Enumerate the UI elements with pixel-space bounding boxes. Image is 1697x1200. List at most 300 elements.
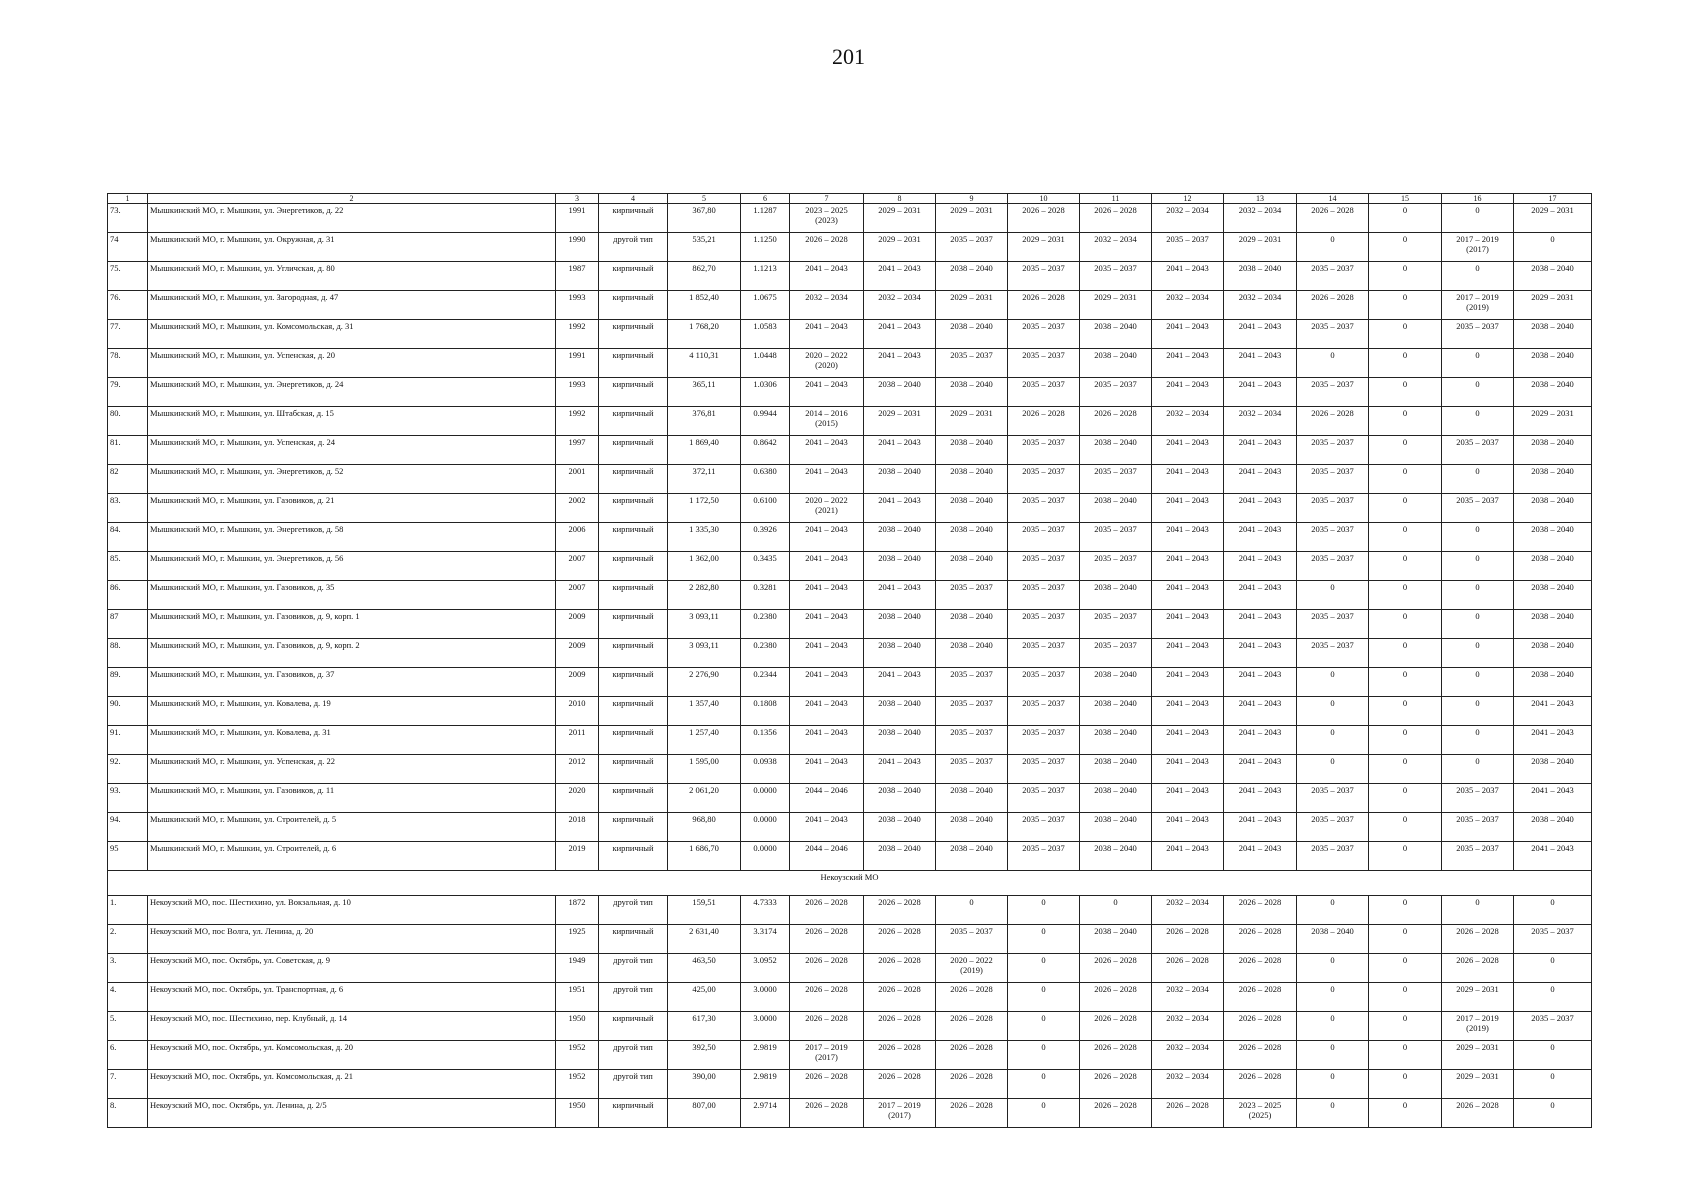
table-cell: 1951 — [556, 983, 599, 1012]
table-cell: 2038 – 2040 — [1514, 552, 1592, 581]
table-cell: 89. — [108, 668, 148, 697]
table-cell: 0.3435 — [741, 552, 790, 581]
address-cell: Мышкинский МО, г. Мышкин, ул. Штабская, д. 15 — [148, 407, 556, 436]
table-cell: 2041 – 2043 — [1152, 349, 1224, 378]
table-cell: 2026 – 2028 — [790, 925, 864, 954]
table-row — [108, 262, 1592, 291]
table-cell: 2026 – 2028 — [936, 1012, 1008, 1041]
table-cell: 2026 – 2028 — [1442, 1099, 1514, 1128]
table-cell: 2023 – 2025 (2025) — [1224, 1099, 1297, 1128]
table-cell: 2035 – 2037 — [1297, 813, 1369, 842]
table-cell: 0.0000 — [741, 813, 790, 842]
table-cell: 1. — [108, 896, 148, 925]
table-cell: 3.0952 — [741, 954, 790, 983]
table-cell: 2041 – 2043 — [1224, 581, 1297, 610]
table-cell: 2038 – 2040 — [1080, 697, 1152, 726]
table-cell: 2035 – 2037 — [936, 925, 1008, 954]
table-cell: 2035 – 2037 — [936, 697, 1008, 726]
table-cell: 2019 — [556, 842, 599, 871]
table-cell: 2 061,20 — [668, 784, 741, 813]
table-cell: 94. — [108, 813, 148, 842]
table-cell: 0 — [1008, 896, 1080, 925]
table-cell: 3. — [108, 954, 148, 983]
address-cell: Некоузский МО, пос. Октябрь, ул. Советская, д. 9 — [148, 954, 556, 983]
table-cell: 91. — [108, 726, 148, 755]
address-cell: Некоузский МО, пос. Шестихино, пер. Клубный, д. 14 — [148, 1012, 556, 1041]
table-cell: 2017 – 2019 (2017) — [790, 1041, 864, 1070]
table-cell: 2044 – 2046 — [790, 784, 864, 813]
table-cell: 4.7333 — [741, 896, 790, 925]
table-cell: 2038 – 2040 — [1514, 755, 1592, 784]
table-cell: 2038 – 2040 — [1080, 349, 1152, 378]
table-cell: 1 869,40 — [668, 436, 741, 465]
table-cell: кирпичный — [599, 813, 668, 842]
table-cell: 2041 – 2043 — [1514, 784, 1592, 813]
table-cell: 2041 – 2043 — [1224, 813, 1297, 842]
table-cell: 2035 – 2037 — [1297, 610, 1369, 639]
table-cell: 1950 — [556, 1099, 599, 1128]
address-cell: Мышкинский МО, г. Мышкин, ул. Успенская, д. 24 — [148, 436, 556, 465]
table-row — [108, 1012, 1592, 1041]
table-cell: кирпичный — [599, 349, 668, 378]
table-cell: 0 — [1297, 1070, 1369, 1099]
table-cell: 2035 – 2037 — [1008, 668, 1080, 697]
table-cell: 2038 – 2040 — [1514, 494, 1592, 523]
table-cell: 2041 – 2043 — [1152, 668, 1224, 697]
table-cell: другой тип — [599, 1041, 668, 1070]
table-cell: 1 357,40 — [668, 697, 741, 726]
table-cell: 2029 – 2031 — [864, 204, 936, 233]
table-cell: 0 — [1369, 291, 1442, 320]
table-cell: 73. — [108, 204, 148, 233]
table-cell: 2032 – 2034 — [864, 291, 936, 320]
table-cell: 2018 — [556, 813, 599, 842]
column-number-header: 9 — [936, 194, 1008, 204]
table-cell: 5. — [108, 1012, 148, 1041]
table-cell: 2041 – 2043 — [864, 668, 936, 697]
table-cell: 2041 – 2043 — [864, 320, 936, 349]
table-cell: 1992 — [556, 407, 599, 436]
table-cell: 1993 — [556, 378, 599, 407]
table-cell: 92. — [108, 755, 148, 784]
address-cell: Некоузский МО, пос. Октябрь, ул. Ленина, д. 2/5 — [148, 1099, 556, 1128]
table-cell: 2026 – 2028 — [1442, 925, 1514, 954]
table-cell: 80. — [108, 407, 148, 436]
table-cell: 0.1356 — [741, 726, 790, 755]
table-cell: 2035 – 2037 — [1008, 436, 1080, 465]
table-cell: 0 — [1442, 726, 1514, 755]
table-cell: кирпичный — [599, 291, 668, 320]
table-cell: 2041 – 2043 — [1224, 552, 1297, 581]
table-cell: 1 595,00 — [668, 755, 741, 784]
table-cell: 2035 – 2037 — [1008, 842, 1080, 871]
table-cell: 2011 — [556, 726, 599, 755]
table-cell: 2038 – 2040 — [1080, 320, 1152, 349]
table-cell: 0.0000 — [741, 842, 790, 871]
table-cell: 2035 – 2037 — [1008, 784, 1080, 813]
table-cell: 2035 – 2037 — [1297, 465, 1369, 494]
table-cell: 3 093,11 — [668, 610, 741, 639]
table-row — [108, 523, 1592, 552]
table-cell: 2038 – 2040 — [936, 465, 1008, 494]
table-cell: 0 — [1297, 1099, 1369, 1128]
address-cell: Мышкинский МО, г. Мышкин, ул. Газовиков, д. 9, корп. 2 — [148, 639, 556, 668]
table-cell: 2026 – 2028 — [1008, 407, 1080, 436]
table-cell: 2041 – 2043 — [1224, 726, 1297, 755]
column-number-header: 17 — [1514, 194, 1592, 204]
table-cell: 2041 – 2043 — [1514, 842, 1592, 871]
table-cell: 2035 – 2037 — [1008, 262, 1080, 291]
table-cell: 0 — [1297, 1041, 1369, 1070]
table-cell: 2026 – 2028 — [1008, 291, 1080, 320]
table-cell: 2035 – 2037 — [936, 668, 1008, 697]
table-cell: 0 — [1297, 581, 1369, 610]
table-cell: 0 — [1442, 639, 1514, 668]
table-row — [108, 407, 1592, 436]
table-cell: 2032 – 2034 — [1152, 983, 1224, 1012]
table-cell: 0.2380 — [741, 639, 790, 668]
table-cell: 2035 – 2037 — [1297, 436, 1369, 465]
table-cell: 2038 – 2040 — [1224, 262, 1297, 291]
table-cell: кирпичный — [599, 552, 668, 581]
table-cell: 2041 – 2043 — [1224, 668, 1297, 697]
table-cell: 2026 – 2028 — [790, 954, 864, 983]
table-row — [108, 813, 1592, 842]
table-cell: 2029 – 2031 — [1442, 983, 1514, 1012]
table-cell: 2041 – 2043 — [1224, 610, 1297, 639]
table-cell: 2038 – 2040 — [936, 320, 1008, 349]
table-cell: 159,51 — [668, 896, 741, 925]
address-cell: Мышкинский МО, г. Мышкин, ул. Успенская, д. 20 — [148, 349, 556, 378]
column-number-header: 7 — [790, 194, 864, 204]
table-cell: 2035 – 2037 — [1008, 378, 1080, 407]
table-cell: 2035 – 2037 — [1297, 320, 1369, 349]
table-cell: 0 — [1297, 896, 1369, 925]
table-row — [108, 842, 1592, 871]
table-cell: 0 — [1008, 954, 1080, 983]
table-cell: кирпичный — [599, 1099, 668, 1128]
table-cell: 2038 – 2040 — [936, 639, 1008, 668]
table-cell: 2017 – 2019 (2019) — [1442, 291, 1514, 320]
table-cell: 0 — [1369, 1099, 1442, 1128]
table-cell: 2035 – 2037 — [1297, 639, 1369, 668]
table-cell: 0 — [1369, 1012, 1442, 1041]
table-cell: 2038 – 2040 — [864, 639, 936, 668]
table-cell: 2038 – 2040 — [936, 523, 1008, 552]
table-cell: 0 — [1369, 523, 1442, 552]
table-cell: 2038 – 2040 — [864, 552, 936, 581]
table-cell: 2041 – 2043 — [864, 755, 936, 784]
table-cell: 2041 – 2043 — [864, 494, 936, 523]
table-cell: 2029 – 2031 — [1080, 291, 1152, 320]
table-cell: кирпичный — [599, 581, 668, 610]
table-cell: 2038 – 2040 — [1080, 925, 1152, 954]
table-row — [108, 465, 1592, 494]
table-cell: 2041 – 2043 — [790, 320, 864, 349]
table-cell: 2026 – 2028 — [790, 1070, 864, 1099]
table-cell: кирпичный — [599, 668, 668, 697]
table-cell: 0 — [1514, 954, 1592, 983]
table-cell: 2035 – 2037 — [1008, 813, 1080, 842]
table-cell: кирпичный — [599, 726, 668, 755]
table-cell: 0 — [1442, 378, 1514, 407]
table-cell: 2038 – 2040 — [1514, 668, 1592, 697]
table-cell: 77. — [108, 320, 148, 349]
address-cell: Мышкинский МО, г. Мышкин, ул. Газовиков, д. 35 — [148, 581, 556, 610]
table-cell: 2026 – 2028 — [1080, 1041, 1152, 1070]
table-cell: 2032 – 2034 — [1080, 233, 1152, 262]
table-cell: 0 — [1008, 1070, 1080, 1099]
table-cell: 0 — [1369, 639, 1442, 668]
table-cell: 1.0583 — [741, 320, 790, 349]
table-cell: 2026 – 2028 — [1080, 1099, 1152, 1128]
table-cell: 2038 – 2040 — [864, 523, 936, 552]
table-cell: 83. — [108, 494, 148, 523]
table-cell: 1.1287 — [741, 204, 790, 233]
table-cell: 2026 – 2028 — [1152, 954, 1224, 983]
table-cell: 968,80 — [668, 813, 741, 842]
table-cell: 0 — [1442, 204, 1514, 233]
table-cell: 2026 – 2028 — [790, 1099, 864, 1128]
table-cell: 88. — [108, 639, 148, 668]
table-row — [108, 925, 1592, 954]
table-cell: 2029 – 2031 — [1008, 233, 1080, 262]
table-row — [108, 639, 1592, 668]
table-cell: 2041 – 2043 — [1224, 349, 1297, 378]
table-cell: 93. — [108, 784, 148, 813]
table-cell: 2038 – 2040 — [864, 465, 936, 494]
table-cell: 0 — [1369, 552, 1442, 581]
table-row — [108, 668, 1592, 697]
table-cell: 4. — [108, 983, 148, 1012]
table-cell: 2026 – 2028 — [936, 1099, 1008, 1128]
column-number-header: 12 — [1152, 194, 1224, 204]
table-cell: 372,11 — [668, 465, 741, 494]
table-cell: 2041 – 2043 — [1152, 552, 1224, 581]
table-cell: 2038 – 2040 — [1514, 262, 1592, 291]
table-cell: 0.6100 — [741, 494, 790, 523]
table-cell: 1 257,40 — [668, 726, 741, 755]
section-heading-row — [108, 871, 1592, 896]
table-cell: 0.3281 — [741, 581, 790, 610]
table-cell: 2009 — [556, 668, 599, 697]
address-cell: Мышкинский МО, г. Мышкин, ул. Газовиков, д. 9, корп. 1 — [148, 610, 556, 639]
table-cell: 0 — [936, 896, 1008, 925]
table-cell: 0 — [1008, 1099, 1080, 1128]
table-cell: кирпичный — [599, 494, 668, 523]
table-cell: 2038 – 2040 — [864, 378, 936, 407]
table-cell: 1 362,00 — [668, 552, 741, 581]
table-cell: 2035 – 2037 — [936, 233, 1008, 262]
table-cell: 2026 – 2028 — [936, 1041, 1008, 1070]
table-cell: 2020 – 2022 (2020) — [790, 349, 864, 378]
table-cell: 3 093,11 — [668, 639, 741, 668]
table-cell: 2035 – 2037 — [1297, 523, 1369, 552]
table-cell: 2041 – 2043 — [1152, 436, 1224, 465]
table-cell: 2035 – 2037 — [1008, 465, 1080, 494]
table-cell: 2023 – 2025 (2023) — [790, 204, 864, 233]
table-cell: 1952 — [556, 1041, 599, 1070]
table-row — [108, 204, 1592, 233]
table-cell: 2032 – 2034 — [1152, 407, 1224, 436]
table-cell: 2041 – 2043 — [1224, 436, 1297, 465]
table-cell: 2038 – 2040 — [1514, 378, 1592, 407]
table-cell: 0 — [1008, 1041, 1080, 1070]
table-cell: 2035 – 2037 — [1297, 552, 1369, 581]
address-cell: Некоузский МО, пос Волга, ул. Ленина, д. 20 — [148, 925, 556, 954]
table-cell: 2032 – 2034 — [1152, 291, 1224, 320]
table-cell: 2029 – 2031 — [1514, 291, 1592, 320]
table-cell: 2029 – 2031 — [864, 407, 936, 436]
column-number-header: 5 — [668, 194, 741, 204]
table-cell: 2038 – 2040 — [864, 610, 936, 639]
table-cell: 2041 – 2043 — [1224, 494, 1297, 523]
table-cell: 2026 – 2028 — [1224, 896, 1297, 925]
table-cell: 74 — [108, 233, 148, 262]
table-cell: 2026 – 2028 — [1080, 954, 1152, 983]
column-number-header: 11 — [1080, 194, 1152, 204]
table-cell: 2035 – 2037 — [1442, 494, 1514, 523]
table-cell: 1950 — [556, 1012, 599, 1041]
table-cell: 2038 – 2040 — [1080, 436, 1152, 465]
table-cell: 2 282,80 — [668, 581, 741, 610]
table-cell: 0 — [1514, 983, 1592, 1012]
table-cell: 2041 – 2043 — [1152, 494, 1224, 523]
table-cell: 2026 – 2028 — [1224, 1041, 1297, 1070]
table-cell: 8. — [108, 1099, 148, 1128]
table-cell: 2032 – 2034 — [790, 291, 864, 320]
table-row — [108, 552, 1592, 581]
table-cell: 0 — [1369, 697, 1442, 726]
table-cell: кирпичный — [599, 407, 668, 436]
table-cell: 2041 – 2043 — [790, 378, 864, 407]
table-row — [108, 581, 1592, 610]
table-cell: 2038 – 2040 — [936, 378, 1008, 407]
table-cell: 0 — [1369, 1041, 1442, 1070]
table-cell: 2038 – 2040 — [936, 610, 1008, 639]
table-cell: 2041 – 2043 — [790, 465, 864, 494]
table-cell: другой тип — [599, 896, 668, 925]
table-cell: 1992 — [556, 320, 599, 349]
table-cell: 90. — [108, 697, 148, 726]
table-cell: 2026 – 2028 — [1224, 925, 1297, 954]
table-cell: 2041 – 2043 — [1152, 813, 1224, 842]
table-cell: 2 276,90 — [668, 668, 741, 697]
table-cell: 0 — [1297, 726, 1369, 755]
housing-repair-table — [107, 193, 1592, 1128]
table-cell: 367,80 — [668, 204, 741, 233]
section-title: Некоузский МО — [108, 871, 1592, 896]
table-cell: 0 — [1514, 1099, 1592, 1128]
table-cell: кирпичный — [599, 610, 668, 639]
table-cell: 2038 – 2040 — [936, 436, 1008, 465]
address-cell: Мышкинский МО, г. Мышкин, ул. Ковалева, д. 31 — [148, 726, 556, 755]
table-cell: 0.3926 — [741, 523, 790, 552]
table-cell: 2017 – 2019 (2017) — [1442, 233, 1514, 262]
table-cell: 0 — [1514, 1041, 1592, 1070]
table-cell: 2041 – 2043 — [790, 755, 864, 784]
column-number-header: 16 — [1442, 194, 1514, 204]
table-cell: 2029 – 2031 — [936, 204, 1008, 233]
table-cell: 2038 – 2040 — [1514, 581, 1592, 610]
table-cell: 2035 – 2037 — [936, 581, 1008, 610]
table-cell: 1990 — [556, 233, 599, 262]
table-cell: 2041 – 2043 — [1224, 523, 1297, 552]
table-cell: 535,21 — [668, 233, 741, 262]
address-cell: Мышкинский МО, г. Мышкин, ул. Газовиков, д. 37 — [148, 668, 556, 697]
table-row — [108, 755, 1592, 784]
table-cell: 1.0448 — [741, 349, 790, 378]
table-cell: 1 172,50 — [668, 494, 741, 523]
table-cell: 2035 – 2037 — [1152, 233, 1224, 262]
table-cell: 2044 – 2046 — [790, 842, 864, 871]
table-cell: 0 — [1369, 896, 1442, 925]
address-cell: Мышкинский МО, г. Мышкин, ул. Строителей, д. 5 — [148, 813, 556, 842]
table-cell: 0 — [1442, 407, 1514, 436]
table-cell: 2026 – 2028 — [936, 983, 1008, 1012]
table-cell: 2032 – 2034 — [1152, 896, 1224, 925]
table-row — [108, 954, 1592, 983]
table-cell: 2014 – 2016 (2015) — [790, 407, 864, 436]
table-cell: 425,00 — [668, 983, 741, 1012]
table-cell: 2020 – 2022 (2019) — [936, 954, 1008, 983]
table-cell: 6. — [108, 1041, 148, 1070]
table-cell: 2041 – 2043 — [864, 262, 936, 291]
table-cell: 2029 – 2031 — [864, 233, 936, 262]
table-cell: 1 852,40 — [668, 291, 741, 320]
table-cell: 2035 – 2037 — [1008, 349, 1080, 378]
table-row — [108, 494, 1592, 523]
table-cell: 0.6380 — [741, 465, 790, 494]
table-cell: 2035 – 2037 — [936, 726, 1008, 755]
table-cell: 0 — [1369, 494, 1442, 523]
table-cell: 2041 – 2043 — [1224, 784, 1297, 813]
table-cell: 2009 — [556, 639, 599, 668]
table-cell: 0 — [1514, 233, 1592, 262]
table-cell: 2035 – 2037 — [1008, 581, 1080, 610]
column-number-header: 4 — [599, 194, 668, 204]
table-cell: 2038 – 2040 — [864, 842, 936, 871]
table-cell: 0.2380 — [741, 610, 790, 639]
table-cell: кирпичный — [599, 262, 668, 291]
table-cell: 2 631,40 — [668, 925, 741, 954]
table-cell: 0 — [1369, 407, 1442, 436]
table-cell: 2038 – 2040 — [864, 813, 936, 842]
column-number-header: 1 — [108, 194, 148, 204]
table-cell: 0 — [1369, 204, 1442, 233]
table-cell: 2041 – 2043 — [1224, 842, 1297, 871]
table-cell: 2029 – 2031 — [1224, 233, 1297, 262]
table-cell: 0 — [1442, 668, 1514, 697]
table-cell: 0 — [1008, 925, 1080, 954]
table-cell: 2035 – 2037 — [1008, 552, 1080, 581]
table-cell: 2035 – 2037 — [1008, 726, 1080, 755]
column-number-header: 13 — [1224, 194, 1297, 204]
table-cell: 82 — [108, 465, 148, 494]
table-cell: 0 — [1369, 610, 1442, 639]
table-cell: 0 — [1369, 755, 1442, 784]
table-cell: 1 686,70 — [668, 842, 741, 871]
table-cell: 1 335,30 — [668, 523, 741, 552]
table-cell: 2012 — [556, 755, 599, 784]
table-cell: 86. — [108, 581, 148, 610]
table-cell: 78. — [108, 349, 148, 378]
table-cell: 2041 – 2043 — [1224, 320, 1297, 349]
table-cell: 2006 — [556, 523, 599, 552]
table-cell: 2032 – 2034 — [1152, 1041, 1224, 1070]
table-cell: 81. — [108, 436, 148, 465]
table-cell: 2038 – 2040 — [1080, 726, 1152, 755]
